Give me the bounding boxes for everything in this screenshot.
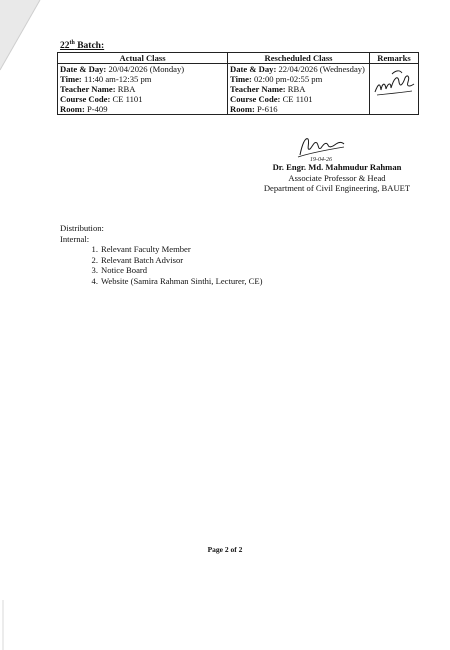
rescheduled-room: P-616 <box>254 104 278 114</box>
list-item: 2. Relevant Batch Advisor <box>91 254 184 265</box>
remarks-cell <box>369 64 418 115</box>
list-item: 3. Notice Board <box>91 265 148 275</box>
signatory-block <box>232 162 442 194</box>
distribution-list <box>86 244 263 286</box>
rescheduled-teacher: RBA <box>285 84 306 94</box>
actual-teacher: RBA <box>115 84 136 94</box>
actual-class-cell: Date & Day: 20/04/2026 (Monday) Time: 11:40 am-12:35 pm Teacher Name: RBA Course Code: CE 1101 Room: P-409 <box>58 64 228 115</box>
head-signature <box>296 133 348 163</box>
actual-time: 11:40 am-12:35 pm <box>81 74 152 84</box>
header-remarks: Remarks <box>369 53 418 64</box>
signatory-name: Dr. Engr. Md. Mahmudur Rahman <box>272 162 402 172</box>
rescheduled-class-cell: Date & Day: 22/04/2026 (Wednesday) Time: 02:00 pm-02:55 pm Teacher Name: RBA Course Code: CE 1101 Room: P-616 <box>228 64 370 115</box>
distribution-section <box>60 223 263 286</box>
class-reschedule-table <box>57 52 419 115</box>
distribution-heading: Distribution: <box>60 223 104 233</box>
actual-room: P-409 <box>84 104 108 114</box>
signature-date: 19-04-26 <box>310 157 332 163</box>
rescheduled-time: 02:00 pm-02:55 pm <box>251 74 323 84</box>
table-header-row <box>58 53 419 64</box>
table-row <box>58 64 419 115</box>
actual-date: 20/04/2026 (Monday) <box>106 64 185 74</box>
batch-heading: 22th Batch: <box>60 40 105 52</box>
rescheduled-date: 22/04/2026 (Wednesday) <box>276 64 365 74</box>
distribution-subheading: Internal: <box>60 233 90 244</box>
signatory-department: Department of Civil Engineering, BAUET <box>263 183 411 193</box>
actual-course: CE 1101 <box>110 94 143 104</box>
remarks-signature <box>372 64 416 104</box>
header-actual-class: Actual Class <box>58 53 228 64</box>
list-item: 4. Website (Samira Rahman Sinthi, Lecturer, CE) <box>91 275 263 286</box>
header-rescheduled-class: Rescheduled Class <box>228 53 370 64</box>
page-number: Page 2 of 2 <box>207 545 243 554</box>
signatory-title: Associate Professor & Head <box>288 172 386 183</box>
list-item: 1. Relevant Faculty Member <box>91 244 191 254</box>
rescheduled-course: CE 1101 <box>280 94 313 104</box>
